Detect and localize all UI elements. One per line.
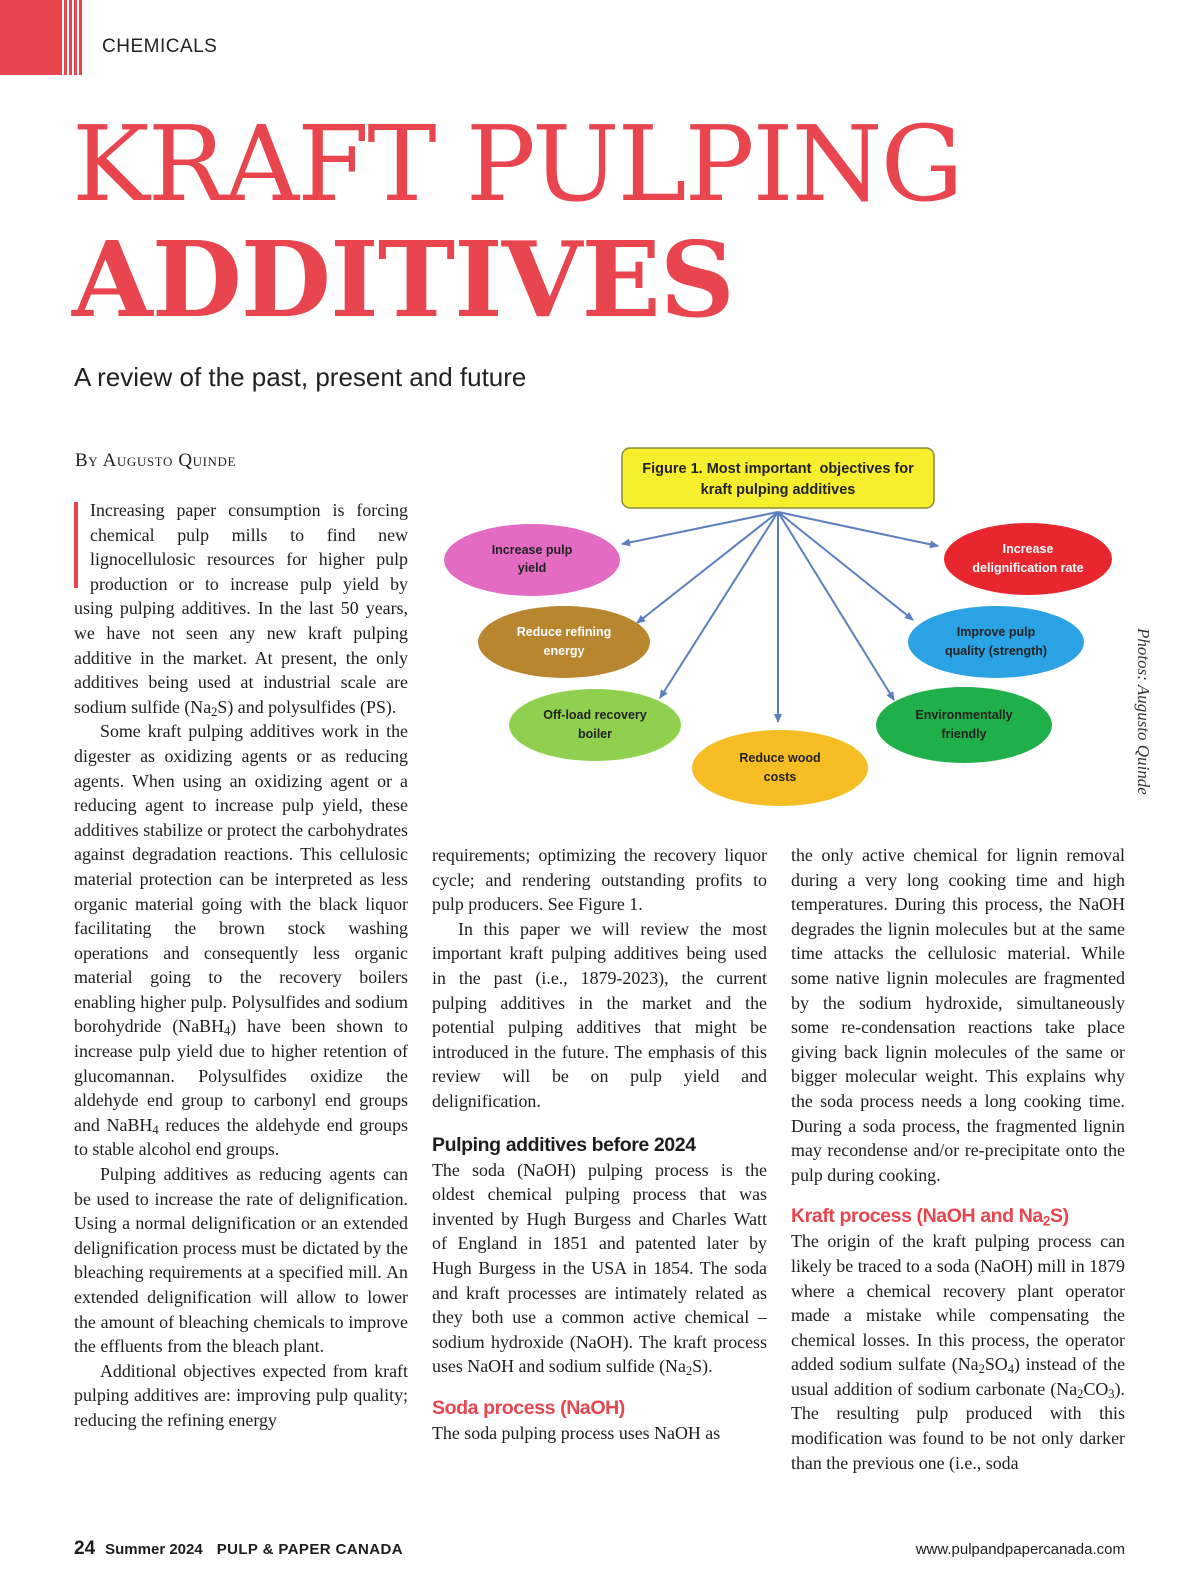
website-link[interactable]: www.pulpandpapercanada.com xyxy=(915,1541,1125,1558)
figure-title-line-1: Figure 1. Most important objectives for xyxy=(642,461,914,477)
node-reduce-wood-costs xyxy=(692,730,868,806)
footer-left xyxy=(74,1538,403,1560)
node-improve-pulp-quality xyxy=(908,606,1084,678)
arrow-to-reduce-refining-energy xyxy=(637,512,778,623)
issue: Summer 2024 xyxy=(105,1541,203,1558)
node-increase-delignification-rate xyxy=(944,523,1112,595)
photo-credit: Photos: Augusto Quinde xyxy=(1134,628,1153,795)
arrow-to-improve-pulp-quality xyxy=(778,512,913,620)
svg-text:Improve pulp: Improve pulp xyxy=(956,625,1036,639)
node-environmentally-friendly xyxy=(876,687,1052,763)
col1-paragraph-2: Some kraft pulping additives work in the digester as oxidizing agents or as reducing agents. When using an oxidizing agent or a reducing agent to increase pulp yield, these additives stabilize or protect the carbohydrates against degradation reactions. This cellulosic material protection can be interpreted as less organic material going with the black liquor facilitating the brown stock washing operations and consequently less organic material going to the recovery boilers enabling higher pulp. Polysulfides and sodium borohydride (NaBH$_4$) have been shown to increase pulp yield due to higher retention of glucomannan. Polysulfides oxidize the aldehyde end group to carbonyl end groups and NaBH$_4$ reduces the aldehyde end groups to stable alcohol end groups. xyxy=(74,721,408,1160)
svg-text:friendly: friendly xyxy=(941,727,987,741)
col1-paragraph-3: Pulping additives as reducing agents can be used to increase the rate of delignification. Using a normal delignification or an extended delignification process must be dictated by the bleaching requirements at a specified mill. An extended delignification will allow to lower the amount of bleaching chemicals to improve the effluents from the bleach plant. xyxy=(74,1164,408,1357)
magazine-name: PULP & PAPER CANADA xyxy=(216,1541,403,1558)
svg-text:quality (strength): quality (strength) xyxy=(944,644,1048,658)
column-2 xyxy=(432,843,767,1445)
svg-text:delignification rate: delignification rate xyxy=(972,561,1084,575)
figure-1-diagram xyxy=(440,438,1112,816)
section-label: CHEMICALS xyxy=(102,36,218,57)
svg-text:Increase: Increase xyxy=(1002,542,1054,556)
arrow-to-environmentally-friendly xyxy=(778,512,894,700)
col1-paragraph-4: Additional objectives expected from kraft pulping additives are: improving pulp quality; reducing the refining energy xyxy=(74,1360,408,1430)
col2-paragraph-3: The soda (NaOH) pulping process is the oldest chemical pulping process that was invented by Hugh Burgess and Charles Watt of England in 1851 and patented later by Hugh Burgess in the USA in 1854. The soda and kraft processes are intimately related as they both use a common active chemical – sodium hydroxide (NaOH). The kraft process uses NaOH and sodium sulfide $(Na_2S)$. xyxy=(432,1159,767,1379)
col2-paragraph-4: The soda pulping process uses NaOH as xyxy=(432,1422,721,1443)
col2-paragraph-1: requirements; optimizing the recovery liquor cycle; and rendering outstanding profits to pulp producers. See Figure 1. xyxy=(432,845,767,915)
figure-title-box xyxy=(622,448,934,508)
drop-cap-bar xyxy=(74,502,78,588)
svg-text:Off-load recovery: Off-load recovery xyxy=(543,708,647,722)
arrow-to-off-load-recovery-boiler xyxy=(660,512,778,698)
col1-paragraph-1: Increasing paper consumption is forcing chemical pulp mills to find new lignocellulosic resources for higher pulp production or to increase pulp yield by using pulping additives. In the last 50 years, we have not seen any new kraft pulping additive in the market. At present, the only additives being used at industrial scale are sodium sulfide $(Na_2S)$ and polysulfides (PS). xyxy=(74,500,408,719)
page-number: 24 xyxy=(74,1538,96,1559)
figure-arrows xyxy=(622,512,938,722)
byline: By Augusto Quinde xyxy=(75,450,237,471)
title-line-2: ADDITIVES xyxy=(72,218,734,341)
svg-text:Reduce refining: Reduce refining xyxy=(516,625,612,639)
figure-title-line-2: kraft pulping additives xyxy=(700,482,856,498)
svg-text:costs: costs xyxy=(763,770,797,784)
node-increase-pulp-yield xyxy=(444,524,620,596)
col3-paragraph-1: the only active chemical for lignin removal during a very long cooking time and high temperatures. During this process, the NaOH degrades the lignin molecules but at the same time attacks the cellulosic material. While some native lignin molecules are fragmented by the sodium hydroxide, simultaneously some re-condensation reactions take place giving back lignin molecules of the same or bigger molecular weight. This explains why the soda process needs a long cooking time. During a soda process, the fragmented lignin may recondense and/or re-precipitate onto the pulp during cooking. xyxy=(791,845,1125,1185)
col3-paragraph-2: The origin of the kraft pulping process can likely be traced to a soda (NaOH) mill in 1879 where a chemical recovery plant operator made a mistake while compensating the chemical losses. In this process, the operator added sodium sulfate $(Na_2SO_4)$ instead of the usual addition of sodium carbonate $(Na_2CO_3)$. The resulting pulp produced with this modification was found to be not only darker than the previous one (i.e., soda xyxy=(791,1231,1126,1473)
svg-text:Increase pulp: Increase pulp xyxy=(491,543,573,557)
node-reduce-refining-energy xyxy=(478,606,650,678)
subtitle: A review of the past, present and future xyxy=(74,362,527,392)
heading-kraft-process: Kraft process (NaOH and $Na_2S$) xyxy=(791,1205,1069,1229)
column-3 xyxy=(791,843,1125,1475)
svg-text:boiler: boiler xyxy=(577,727,613,741)
svg-text:Reduce wood: Reduce wood xyxy=(739,751,821,765)
col2-paragraph-2: In this paper we will review the most important kraft pulping additives being used in the past (i.e., 1879-2023), the current pulping additives in the market and the potential pulping additives that might be introduced in the future. The emphasis of this review will be on pulp yield and delignification. xyxy=(432,918,767,1111)
node-off-load-recovery-boiler xyxy=(509,689,681,761)
drop-cap-letter: I xyxy=(90,500,96,520)
column-1 xyxy=(74,498,408,1433)
title-line-1: KRAFT PULPING xyxy=(72,103,962,225)
heading-soda-process: Soda process (NaOH) xyxy=(432,1396,625,1419)
arrow-to-increase-pulp-yield xyxy=(622,512,778,544)
heading-pulping-additives-before-2024: Pulping additives before 2024 xyxy=(432,1133,696,1156)
svg-text:Environmentally: Environmentally xyxy=(915,708,1013,722)
red-accent-bars xyxy=(0,0,90,75)
svg-text:yield: yield xyxy=(517,561,547,575)
arrow-to-increase-delignification xyxy=(778,512,938,546)
svg-text:energy: energy xyxy=(543,644,585,658)
